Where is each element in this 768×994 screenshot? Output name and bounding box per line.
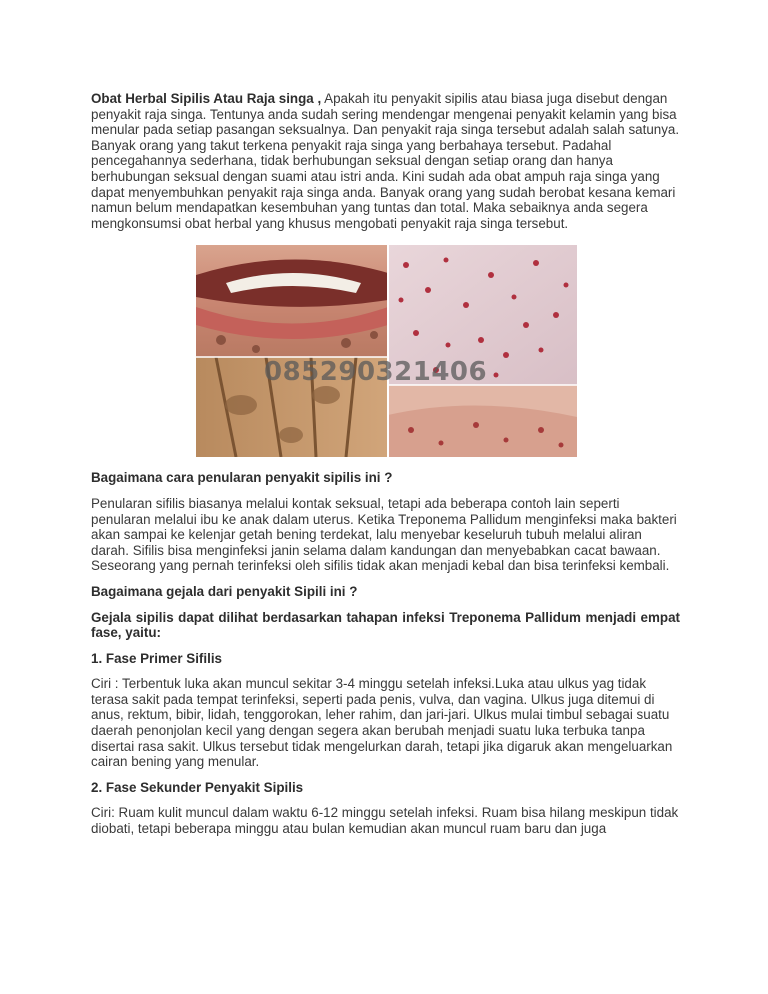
phone-watermark: 085290321406 <box>264 357 488 388</box>
collage-image <box>196 245 577 457</box>
intro-title: Obat Herbal Sipilis Atau Raja singa , <box>91 91 322 106</box>
heading-fase-intro: Gejala sipilis dapat dilihat berdasarkan tahapan infeksi Treponema Pallidum menjadi empat fase, yaitu: <box>91 609 680 641</box>
heading-gejala: Bagaimana gejala dari penyakit Sipili ini ? <box>91 583 358 599</box>
paragraph-fase-sekunder: Ciri: Ruam kulit muncul dalam waktu 6-12 minggu setelah infeksi. Ruam bisa hilang meskipun tidak diobati, tetapi beberapa minggu atau bulan kemudian akan muncul ruam baru dan juga <box>91 805 679 837</box>
document-page <box>91 91 680 837</box>
symptom-photo-collage <box>196 245 577 457</box>
intro-body: Apakah itu penyakit sipilis atau biasa juga disebut dengan penyakit raja singa. Tentunya anda sudah sering mendengar mengenai penyakit kelamin yang bisa menular pada setiap pasangan seksualnya. Dan penyakit raja singa tersebut adalah salah satunya. Banyak orang yang takut terkena penyakit raja singa yang berbahaya tersebut. Padahal pencegahannya sederhana, tidak berhubungan seksual dengan setiap orang dan hanya berhubungan seksual dengan suami atau istri anda. Kini sudah ada obat ampuh raja singa yang dapat menyembuhkan penyakit raja singa anda. Banyak orang yang sudah berobat kesana kemari namun belum mendapatkan kesembuhan yang tuntas dan total. Maka sebaiknya anda segera mengkonsumsi obat herbal yang khusus mengobati penyakit raja singa tersebut. <box>91 91 680 231</box>
paragraph-penularan: Penularan sifilis biasanya melalui kontak seksual, tetapi ada beberapa contoh lain seperti penularan melalui ibu ke anak dalam uterus. Ketika Treponema Pallidum menginfeksi maka bakteri akan sampai ke kelenjar getah bening terdekat, lalu menyebar keseluruh tubuh melalui aliran darah. Sifilis bisa menginfeksi janin selama dalam kandungan dan menyebabkan cacat bawaan. Seseorang yang pernah terinfeksi oleh sifilis tidak akan menjadi kebal dan bisa terinfeksi kembali. <box>91 495 677 574</box>
heading-fase-sekunder: 2. Fase Sekunder Penyakit Sipilis <box>91 779 304 795</box>
intro-paragraph <box>91 91 680 231</box>
heading-fase-primer: 1. Fase Primer Sifilis <box>91 650 222 666</box>
paragraph-fase-primer: Ciri : Terbentuk luka akan muncul sekitar 3-4 minggu setelah infeksi.Luka atau ulkus yag tidak terasa sakit pada tempat terinfeksi, seperti pada penis, vulva, dan vagina. Ulkus juga ditemui di anus, rektum, bibir, lidah, tenggorokan, leher rahim, dan jari-jari. Ulkus mulai timbul sebagai suatu daerah penonjolan kecil yang dengan segera akan berubah menjadi suatu luka terbuka tanpa disertai rasa sakit. Ulkus tersebut tidak mengelurkan darah, tetapi jika digaruk akan mengeluarkan cairan bening yang menular. <box>91 676 673 770</box>
heading-penularan: Bagaimana cara penularan penyakit sipilis ini ? <box>91 470 393 486</box>
